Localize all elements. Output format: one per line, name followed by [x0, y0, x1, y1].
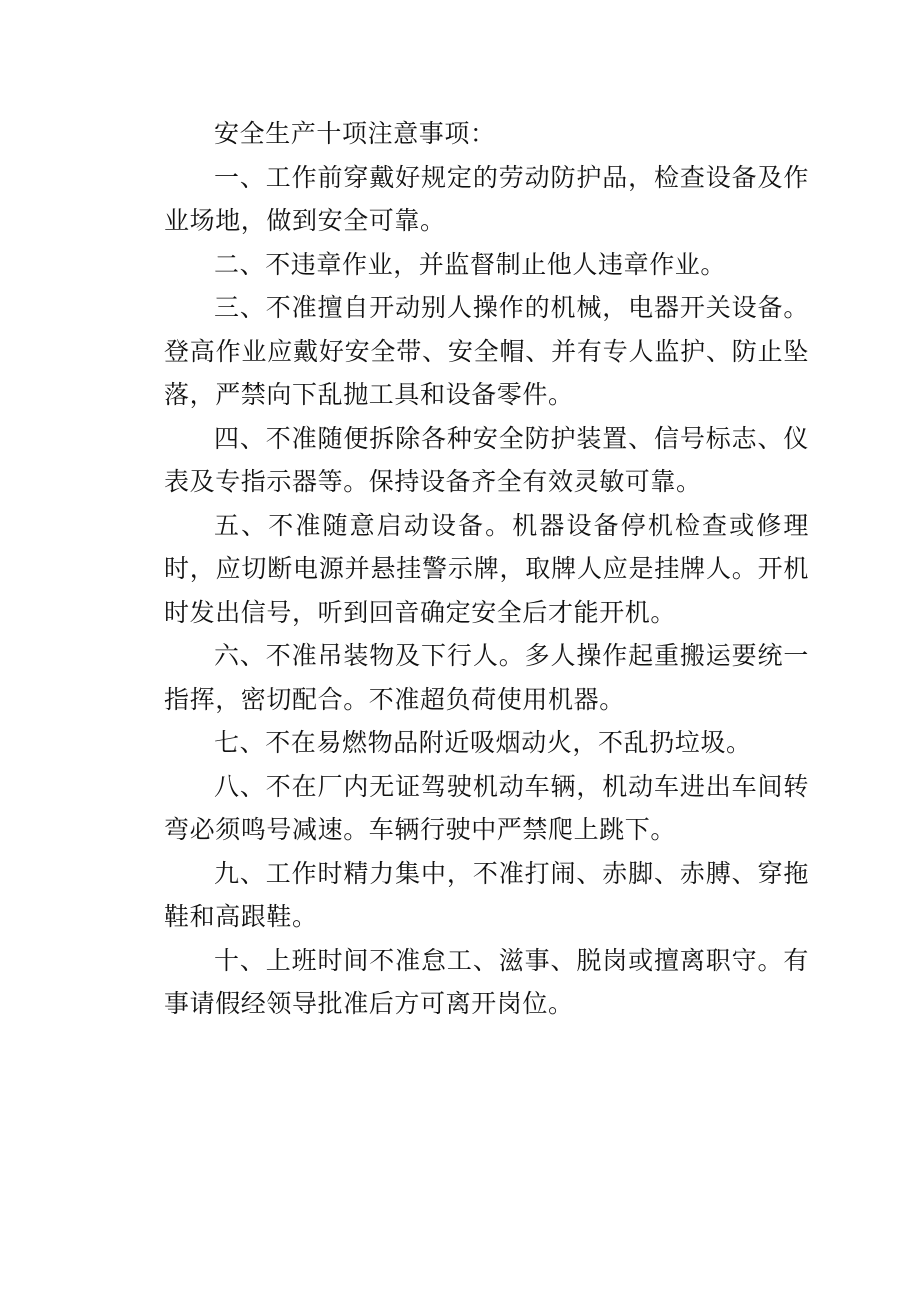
document-title: 安全生产十项注意事项： — [214, 119, 496, 148]
rule-paragraph-2: 二、不违章作业，并监督制止他人违章作业。 — [214, 249, 727, 279]
rule-paragraph-7: 七、不在易燃物品附近吸烟动火，不乱扔垃圾。 — [214, 728, 752, 757]
rule-paragraph-4: 四、不准随便拆除各种安全防护装置、信号标志、仪表及专指示器等。保持设备齐全有效灵敏可靠。 — [164, 423, 809, 496]
rule-paragraph-1: 一、工作前穿戴好规定的劳动防护品，检查设备及作业场地，做到安全可靠。 — [164, 162, 809, 235]
rule-paragraph-9: 九、工作时精力集中，不准打闹、赤脚、赤膊、穿拖鞋和高跟鞋。 — [164, 858, 809, 931]
rule-paragraph-3: 三、不准擅自开动别人操作的机械，电器开关设备。登高作业应戴好安全带、安全帽、并有专人监护、防止坠落，严禁向下乱抛工具和设备零件。 — [164, 293, 809, 409]
rule-paragraph-5: 五、不准随意启动设备。机器设备停机检查或修理时，应切断电源并悬挂警示牌，取牌人应是挂牌人。开机时发出信号，听到回音确定安全后才能开机。 — [164, 510, 809, 627]
document-body — [164, 112, 809, 1026]
rule-paragraph-10: 十、上班时间不准怠工、滋事、脱岗或擅离职守。有事请假经领导批准后方可离开岗位。 — [164, 945, 809, 1018]
rule-paragraph-8: 八、不在厂内无证驾驶机动车辆，机动车进出车间转弯必须鸣号减速。车辆行驶中严禁爬上跳下。 — [164, 771, 809, 844]
rule-paragraph-6: 六、不准吊装物及下行人。多人操作起重搬运要统一指挥，密切配合。不准超负荷使用机器。 — [164, 641, 809, 714]
